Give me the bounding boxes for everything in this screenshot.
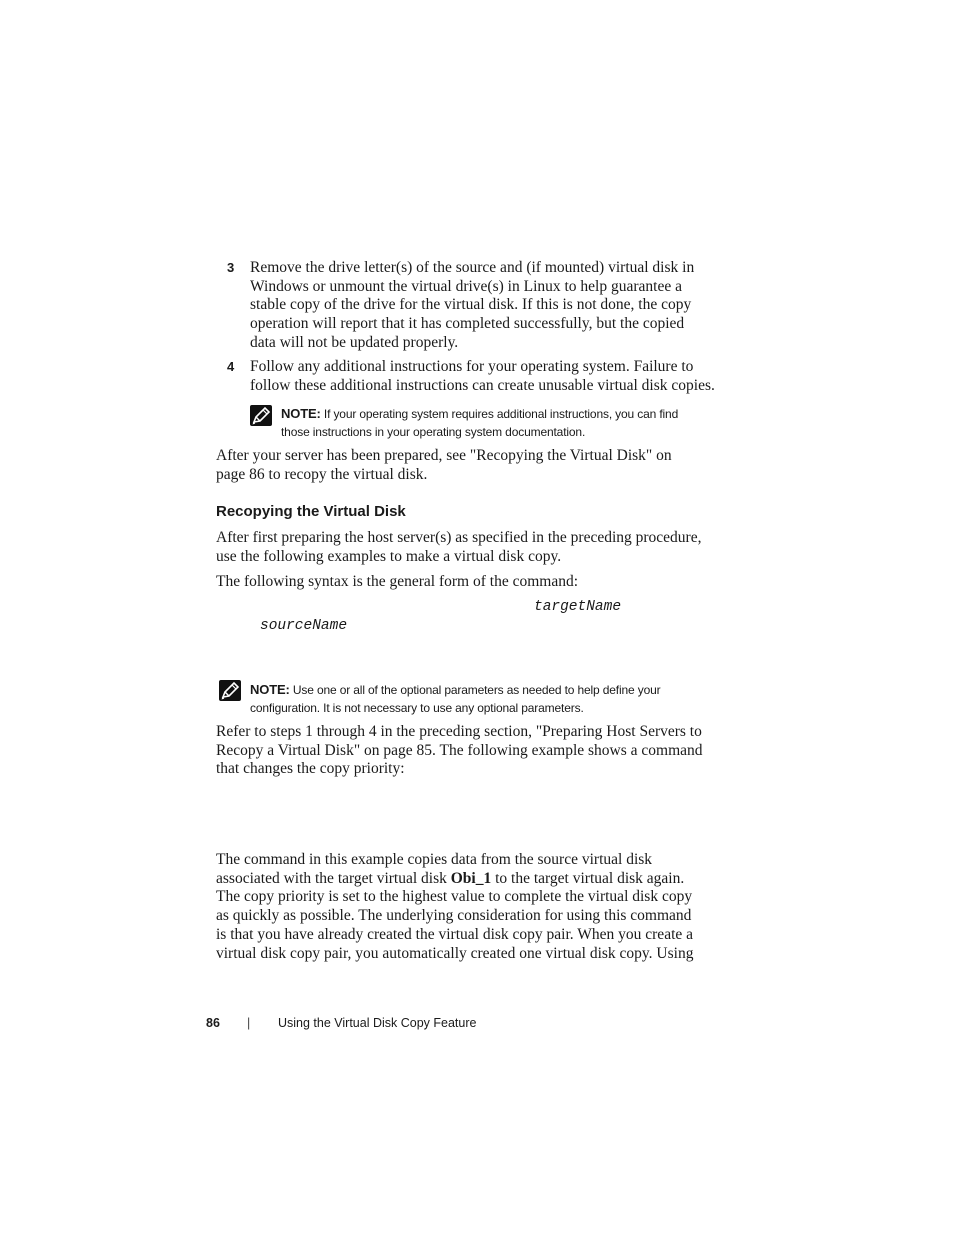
text-line: Refer to steps 1 through 4 in the preceding section, "Preparing Host Servers to xyxy=(216,723,702,740)
step-number: 4 xyxy=(227,359,235,374)
section-heading: Recopying the Virtual Disk xyxy=(216,503,406,520)
note-text: If your operating system requires additional instructions, you can find xyxy=(323,407,679,421)
page-number: 86 xyxy=(206,1016,220,1030)
note-label: NOTE: xyxy=(281,406,321,421)
text-line xyxy=(216,870,726,889)
footer-title: Using the Virtual Disk Copy Feature xyxy=(278,1016,477,1030)
paragraph xyxy=(216,529,726,566)
text-line: The command in this example copies data from the source virtual disk xyxy=(216,851,653,868)
text-line: operation will report that it has completed successfully, but the copied xyxy=(250,315,685,333)
paragraph: The following syntax is the general form of the command: xyxy=(216,573,579,590)
text-line: page 86 to recopy the virtual disk. xyxy=(216,465,428,483)
paragraph xyxy=(216,447,726,484)
footer-separator: | xyxy=(247,1016,251,1030)
virtual-disk-name: Obi_1 xyxy=(450,869,492,887)
text-span: to the target virtual disk again. xyxy=(491,869,685,887)
note xyxy=(281,405,721,441)
note-pencil-icon xyxy=(219,680,241,701)
paragraph xyxy=(216,851,726,963)
note-label: NOTE: xyxy=(250,682,290,697)
text-line: The copy priority is set to the highest value to complete the virtual disk copy xyxy=(216,888,693,906)
note-line xyxy=(250,681,720,700)
step-text xyxy=(250,259,720,353)
text-line: Recopy a Virtual Disk" on page 85. The following example shows a command xyxy=(216,741,703,759)
note-line xyxy=(281,405,721,424)
step-number: 3 xyxy=(227,260,235,275)
note-line: those instructions in your operating system documentation. xyxy=(281,424,586,439)
text-line: Windows or unmount the virtual drive(s) in Linux to help guarantee a xyxy=(250,277,682,295)
text-line: is that you have already created the virtual disk copy pair. When you create a xyxy=(216,925,694,943)
note-line: configuration. It is not necessary to use any optional parameters. xyxy=(250,700,584,715)
note-text: Use one or all of the optional parameters as needed to help define your xyxy=(292,683,661,697)
text-span: associated with the target virtual disk xyxy=(216,869,451,887)
code-target-name: targetName xyxy=(534,599,622,615)
text-line: follow these additional instructions can create unusable virtual disk copies. xyxy=(250,376,715,394)
code-source-name: sourceName xyxy=(260,618,348,634)
paragraph xyxy=(216,723,726,779)
text-line: stable copy of the drive for the virtual disk. If this is not done, the copy xyxy=(250,296,692,314)
note xyxy=(250,681,720,717)
text-line: Follow any additional instructions for your operating system. Failure to xyxy=(250,358,694,375)
text-line: Remove the drive letter(s) of the source and (if mounted) virtual disk in xyxy=(250,259,695,276)
text-line: data will not be updated properly. xyxy=(250,333,459,351)
text-line: as quickly as possible. The underlying consideration for using this command xyxy=(216,907,692,925)
text-line: After your server has been prepared, see "Recopying the Virtual Disk" on xyxy=(216,447,672,464)
note-pencil-icon xyxy=(250,405,272,426)
text-line: use the following examples to make a virtual disk copy. xyxy=(216,547,562,565)
text-line: After first preparing the host server(s) as specified in the preceding procedure, xyxy=(216,529,702,546)
step-text xyxy=(250,358,720,395)
text-line: that changes the copy priority: xyxy=(216,760,405,778)
text-line: virtual disk copy pair, you automatically created one virtual disk copy. Using xyxy=(216,944,694,962)
